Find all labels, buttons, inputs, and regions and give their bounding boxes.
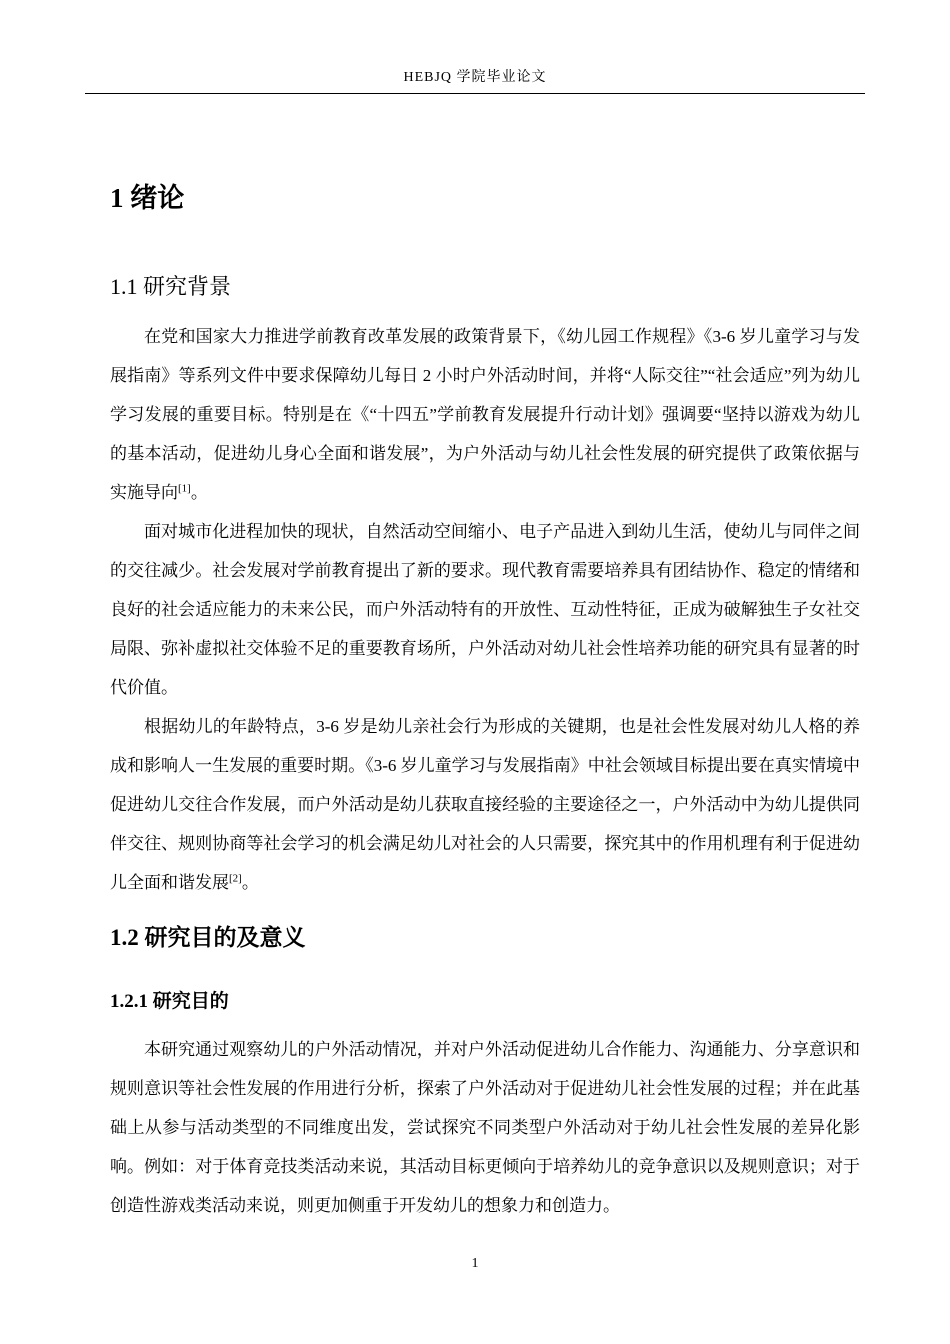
- paragraph-2: [110, 512, 860, 707]
- paragraph-1-tail: 。: [190, 482, 208, 502]
- page-header: [85, 0, 865, 94]
- citation-ref-2: [2]: [229, 872, 242, 885]
- citation-ref-1: [1]: [178, 482, 191, 495]
- chapter-heading: 1 绪论: [110, 183, 185, 213]
- paragraph-4: [110, 1030, 860, 1225]
- section-heading-1-1: 1.1 研究背景: [110, 274, 232, 300]
- paragraph-1: [110, 317, 860, 512]
- paragraph-3-text: 根据幼儿的年龄特点，3-6 岁是幼儿亲社会行为形成的关键期，也是社会性发展对幼儿人格的养成和影响人一生发展的重要时期。《3-6 岁儿童学习与发展指南》中社会领域目标提出要在真实情境中促进幼儿交往合作发展，而户外活动是幼儿获取直接经验的主要途径之一，户外活动中为幼儿提供同伴交往、规则协商等社会学习的机会满足幼儿对社会的人只需要，探究其中的作用机理有利于促进幼儿全面和谐发展: [110, 716, 860, 892]
- paragraph-3: [110, 707, 860, 902]
- page-number: 1: [471, 1256, 479, 1271]
- paragraph-2-text: 面对城市化进程加快的现状，自然活动空间缩小、电子产品进入到幼儿生活，使幼儿与同伴之间的交往减少。社会发展对学前教育提出了新的要求。现代教育需要培养具有团结协作、稳定的情绪和良好的社会适应能力的未来公民，而户外活动特有的开放性、互动性特征，正成为破解独生子女社交局限、弥补虚拟社交体验不足的重要教育场所，户外活动对幼儿社会性培养功能的研究具有显著的时代价值。: [110, 521, 860, 697]
- paragraph-4-text: 本研究通过观察幼儿的户外活动情况，并对户外活动促进幼儿合作能力、沟通能力、分享意识和规则意识等社会性发展的作用进行分析，探索了户外活动对于促进幼儿社会性发展的过程；并在此基础上从参与活动类型的不同维度出发，尝试探究不同类型户外活动对于幼儿社会性发展的差异化影响。例如：对于体育竞技类活动来说，其活动目标更倾向于培养幼儿的竞争意识以及规则意识；对于创造性游戏类活动来说，则更加侧重于开发幼儿的想象力和创造力。: [110, 1040, 860, 1216]
- section-heading-1-2-1: 1.2.1 研究目的: [110, 991, 229, 1013]
- section-heading-1-2: 1.2 研究目的及意义: [110, 924, 306, 950]
- header-title: HEBJQ 学院毕业论文: [403, 70, 547, 85]
- document-body: [110, 96, 860, 1225]
- paragraph-1-text: 在党和国家大力推进学前教育改革发展的政策背景下，《幼儿园工作规程》《3-6 岁儿童学习与发展指南》等系列文件中要求保障幼儿每日 2 小时户外活动时间，并将“人际交往”“社会适应”列为幼儿学习发展的重要目标。特别是在《“十四五”学前教育发展提升行动计划》强调要“坚持以游戏为幼儿的基本活动，促进幼儿身心全面和谐发展”，为户外活动与幼儿社会性发展的研究提供了政策依据与实施导向: [110, 326, 860, 502]
- page-footer: [0, 1256, 950, 1272]
- paragraph-3-tail: 。: [241, 872, 259, 892]
